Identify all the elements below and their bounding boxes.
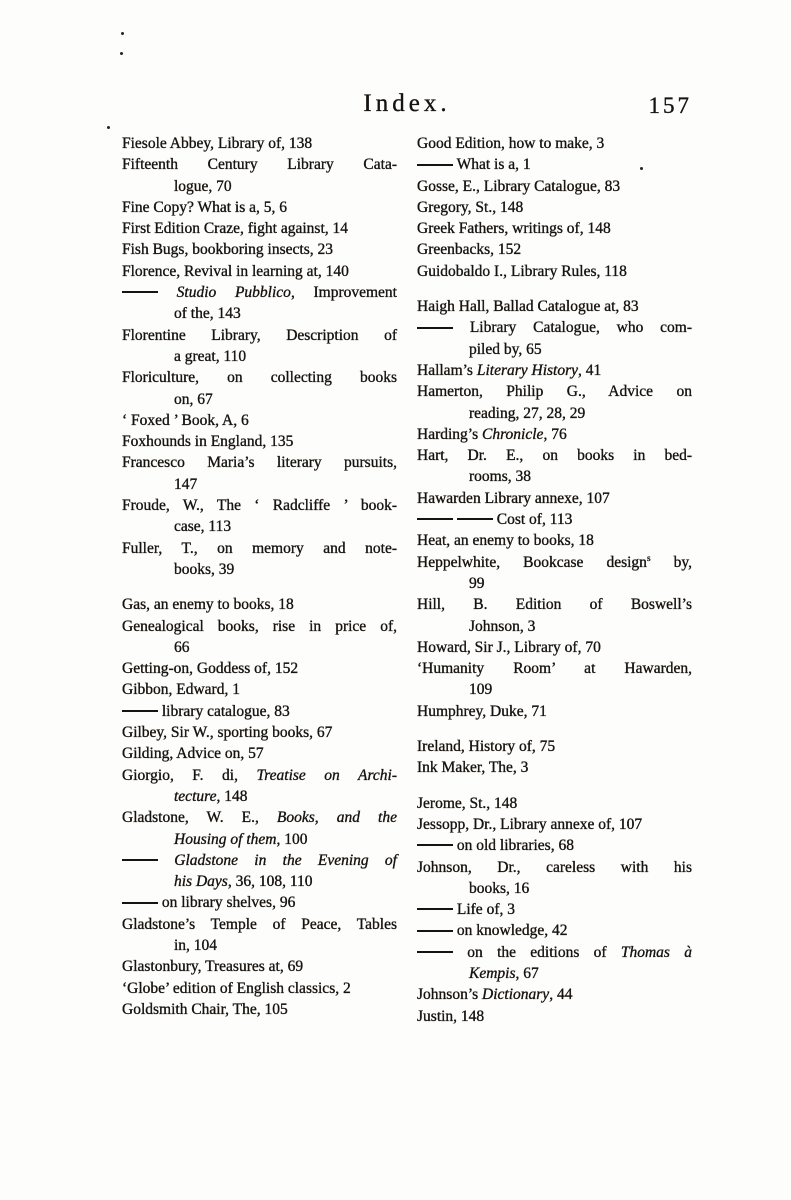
- index-line: [122, 956, 397, 977]
- index-line: [122, 914, 397, 935]
- index-entry: [122, 743, 397, 764]
- index-line: [417, 736, 692, 757]
- entry-text: case, 113: [174, 518, 232, 536]
- index-line: [122, 431, 397, 452]
- index-entry: [417, 736, 692, 757]
- entry-text: 66: [174, 638, 190, 656]
- index-line: [417, 899, 692, 920]
- index-line: [417, 942, 692, 963]
- entry-text: Florentine Library, Description of: [122, 326, 397, 344]
- entry-text: Hill, B. Edition of Boswell’s: [417, 596, 692, 614]
- ditto-dash: [457, 518, 493, 520]
- index-line: [417, 573, 692, 594]
- index-line: [122, 303, 397, 324]
- index-columns: [122, 133, 692, 1027]
- entry-text: Fifteenth Century Library Cata-: [122, 156, 397, 174]
- entry-text: Gladstone, W. E.,: [122, 809, 277, 827]
- entry-text: , 148: [216, 787, 248, 805]
- index-line: [122, 389, 397, 410]
- index-line: [122, 197, 397, 218]
- entry-text: Gladstone’s Temple of Peace, Tables: [122, 915, 397, 933]
- index-line: [417, 218, 692, 239]
- entry-text: Ireland, History of, 75: [417, 738, 556, 756]
- index-line: [122, 594, 397, 615]
- index-line: [122, 658, 397, 679]
- index-line: [417, 793, 692, 814]
- index-entry: [122, 261, 397, 282]
- entry-text: , 100: [276, 830, 308, 848]
- index-line: [122, 765, 397, 786]
- index-line: [417, 984, 692, 1005]
- index-entry: [122, 133, 397, 154]
- entry-text: on library shelves, 96: [158, 894, 296, 912]
- entry-text: , 67: [515, 964, 539, 982]
- entry-text: s: [646, 553, 651, 564]
- entry-text: 109: [469, 681, 493, 699]
- index-line: [417, 701, 692, 722]
- index-entry: [417, 920, 692, 941]
- index-line: [417, 637, 692, 658]
- index-line: [417, 466, 692, 487]
- index-column-right: [417, 133, 692, 1027]
- index-line: [122, 850, 397, 871]
- index-line: [417, 857, 692, 878]
- index-line: [122, 452, 397, 473]
- index-entry: [122, 410, 397, 431]
- entry-text: Hawarden Library annexe, 107: [417, 489, 610, 507]
- index-line: [122, 495, 397, 516]
- index-entry: [417, 637, 692, 658]
- index-entry: [122, 197, 397, 218]
- index-group: [417, 296, 692, 722]
- entry-text: Francesco Maria’s literary pursuits,: [122, 454, 397, 472]
- index-line: [122, 367, 397, 388]
- index-line: [122, 999, 397, 1020]
- entry-text: Foxhounds in England, 135: [122, 433, 294, 451]
- entry-text: tecture: [174, 787, 217, 805]
- entry-text: ‘ Foxed ’ Book, A, 6: [122, 411, 249, 429]
- entry-text: Fuller, T., on memory and note-: [122, 539, 397, 557]
- index-entry: [417, 296, 692, 317]
- index-line: [417, 154, 692, 175]
- index-entry: [122, 701, 397, 722]
- index-line: [417, 403, 692, 424]
- index-line: [417, 1006, 692, 1027]
- index-line: [122, 978, 397, 999]
- index-entry: [122, 154, 397, 197]
- index-entry: [122, 282, 397, 325]
- ditto-dash: [417, 930, 453, 932]
- index-entry: [122, 218, 397, 239]
- index-entry: [417, 899, 692, 920]
- entry-text: Humphrey, Duke, 71: [417, 702, 547, 720]
- entry-text: on the editions of: [453, 943, 621, 961]
- index-entry: [122, 722, 397, 743]
- index-entry: [122, 431, 397, 452]
- scan-speck: [107, 126, 110, 129]
- index-entry: [122, 765, 397, 808]
- index-line: [417, 317, 692, 338]
- index-entry: [417, 445, 692, 488]
- index-entry: [122, 495, 397, 538]
- index-entry: [417, 594, 692, 637]
- index-entry: [122, 616, 397, 659]
- index-entry: [417, 984, 692, 1005]
- entry-text: , 76: [543, 425, 567, 443]
- entry-text: Hart, Dr. E., on books in bed-: [417, 447, 692, 465]
- index-line: [417, 594, 692, 615]
- index-entry: [122, 239, 397, 260]
- entry-text: Guidobaldo I., Library Rules, 118: [417, 262, 627, 280]
- index-line: [122, 176, 397, 197]
- index-entry: [122, 367, 397, 410]
- entry-text: 147: [174, 475, 198, 493]
- page-title: Index.: [363, 90, 451, 117]
- index-entry: [122, 538, 397, 581]
- index-entry: [122, 658, 397, 679]
- index-line: [122, 325, 397, 346]
- ditto-dash: [417, 164, 453, 166]
- index-line: [417, 445, 692, 466]
- index-entry: [417, 381, 692, 424]
- entry-text: Getting-on, Goddess of, 152: [122, 660, 299, 678]
- ditto-dash: [122, 710, 158, 712]
- ditto-dash: [417, 844, 453, 846]
- entry-text: Fish Bugs, bookboring insects, 23: [122, 241, 333, 259]
- index-line: [417, 261, 692, 282]
- index-line: [417, 616, 692, 637]
- entry-text: Dictionary: [482, 986, 550, 1004]
- entry-text: Glastonbury, Treasures at, 69: [122, 958, 304, 976]
- page-header: [122, 90, 692, 124]
- entry-text: Housing of them: [174, 830, 277, 848]
- index-entry: [417, 757, 692, 778]
- entry-text: library catalogue, 83: [158, 702, 290, 720]
- index-entry: [417, 133, 692, 154]
- ditto-dash: [122, 291, 158, 293]
- entry-text: Studio Pubblico: [158, 284, 291, 302]
- index-entry: [122, 325, 397, 368]
- index-line: [122, 154, 397, 175]
- entry-text: rooms, 38: [469, 468, 531, 486]
- index-line: [417, 239, 692, 260]
- entry-text: Library Catalogue, who com-: [453, 319, 692, 337]
- ditto-dash: [122, 902, 158, 904]
- index-entry: [122, 850, 397, 893]
- index-line: [122, 538, 397, 559]
- index-line: [122, 616, 397, 637]
- index-entry: [122, 679, 397, 700]
- index-line: [122, 559, 397, 580]
- entry-text: Froude, W., The ‘ Radcliffe ’ book-: [122, 497, 397, 515]
- entry-text: Giorgio, F. di,: [122, 766, 257, 784]
- entry-text: books, 39: [174, 560, 235, 578]
- index-line: [417, 424, 692, 445]
- index-entry: [417, 701, 692, 722]
- index-entry: [417, 488, 692, 509]
- entry-text: Cost of, 113: [492, 511, 573, 529]
- index-line: [122, 261, 397, 282]
- index-line: [417, 488, 692, 509]
- index-entry: [417, 360, 692, 381]
- entry-text: on, 67: [174, 390, 213, 408]
- entry-text: Floriculture, on collecting books: [122, 369, 397, 387]
- entry-text: Gregory, St., 148: [417, 198, 524, 216]
- index-entry: [122, 914, 397, 957]
- entry-text: Gilding, Advice on, 57: [122, 745, 264, 763]
- ditto-dash: [122, 859, 158, 861]
- entry-text: Greek Fathers, writings of, 148: [417, 220, 611, 238]
- index-line: [122, 743, 397, 764]
- entry-text: Ink Maker, The, 3: [417, 759, 529, 777]
- index-line: [417, 509, 692, 530]
- entry-text: , 41: [578, 361, 602, 379]
- entry-text: Gibbon, Edward, 1: [122, 681, 240, 699]
- entry-text: Gilbey, Sir W., sporting books, 67: [122, 724, 333, 742]
- index-line: [417, 133, 692, 154]
- index-line: [122, 637, 397, 658]
- index-line: [417, 835, 692, 856]
- index-group: [122, 594, 397, 1020]
- entry-text: of the, 143: [174, 305, 241, 323]
- index-line: [417, 381, 692, 402]
- index-line: [122, 701, 397, 722]
- entry-text: Howard, Sir J., Library of, 70: [417, 638, 601, 656]
- entry-text: Gas, an enemy to books, 18: [122, 596, 294, 614]
- entry-text: Florence, Revival in learning at, 140: [122, 262, 349, 280]
- ditto-dash: [417, 327, 453, 329]
- index-entry: [122, 956, 397, 977]
- index-entry: [417, 317, 692, 360]
- index-line: [122, 935, 397, 956]
- index-entry: [122, 978, 397, 999]
- entry-text: ‘Humanity Room’ at Hawarden,: [417, 660, 692, 678]
- index-line: [417, 360, 692, 381]
- index-entry: [417, 942, 692, 985]
- index-group: [417, 133, 692, 282]
- entry-text: Justin, 148: [417, 1007, 485, 1025]
- index-line: [122, 474, 397, 495]
- index-line: [122, 829, 397, 850]
- entry-text: his Days: [174, 873, 228, 891]
- index-group: [417, 793, 692, 1027]
- entry-text: What is a, 1: [453, 156, 531, 174]
- ditto-dash: [417, 518, 453, 520]
- entry-text: , Improvement: [290, 284, 397, 302]
- index-line: [122, 282, 397, 303]
- index-line: [122, 516, 397, 537]
- entry-text: Johnson, Dr., careless with his: [417, 858, 692, 876]
- entry-text: Jerome, St., 148: [417, 794, 518, 812]
- entry-text: logue, 70: [174, 177, 232, 195]
- scan-speck: [121, 32, 124, 35]
- index-entry: [417, 658, 692, 701]
- entry-text: on old libraries, 68: [453, 837, 574, 855]
- entry-text: Heat, an enemy to books, 18: [417, 532, 594, 550]
- index-entry: [417, 793, 692, 814]
- index-entry: [417, 857, 692, 900]
- index-entry: [122, 452, 397, 495]
- scan-speck: [120, 52, 123, 55]
- ditto-dash: [417, 951, 453, 953]
- index-entry: [417, 530, 692, 551]
- index-line: [417, 963, 692, 984]
- index-entry: [417, 239, 692, 260]
- entry-text: Life of, 3: [453, 901, 515, 919]
- entry-text: Thomas à: [620, 943, 692, 961]
- index-line: [122, 786, 397, 807]
- entry-text: Good Edition, how to make, 3: [417, 135, 605, 152]
- entry-text: Johnson, 3: [469, 617, 536, 635]
- index-line: [417, 814, 692, 835]
- entry-text: Chronicle: [482, 425, 544, 443]
- index-line: [122, 218, 397, 239]
- entry-text: Hallam’s: [417, 361, 477, 379]
- entry-text: Hamerton, Philip G., Advice on: [417, 383, 692, 401]
- entry-text: Books, and the: [276, 809, 397, 827]
- index-line: [122, 133, 397, 154]
- index-line: [417, 679, 692, 700]
- entry-text: Kempis: [469, 964, 516, 982]
- index-line: [417, 878, 692, 899]
- index-line: [122, 892, 397, 913]
- entry-text: , 44: [549, 986, 573, 1004]
- entry-text: Jessopp, Dr., Library annexe of, 107: [417, 815, 643, 833]
- entry-text: Haigh Hall, Ballad Catalogue at, 83: [417, 298, 639, 316]
- index-line: [122, 807, 397, 828]
- index-entry: [122, 807, 397, 850]
- index-line: [122, 239, 397, 260]
- entry-text: Goldsmith Chair, The, 105: [122, 1000, 288, 1018]
- entry-text: reading, 27, 28, 29: [469, 404, 586, 422]
- index-line: [122, 722, 397, 743]
- page-number: 157: [648, 93, 692, 118]
- entry-text: Gladstone in the Evening of: [158, 851, 397, 869]
- entry-text: in, 104: [174, 936, 218, 954]
- entry-text: Literary History: [476, 361, 579, 379]
- entry-text: Heppelwhite, Bookcase design: [417, 553, 647, 571]
- entry-text: books, 16: [469, 879, 530, 897]
- index-line: [122, 346, 397, 367]
- index-line: [417, 757, 692, 778]
- entry-text: on knowledge, 42: [453, 922, 568, 940]
- entry-text: by,: [650, 553, 692, 571]
- index-line: [122, 410, 397, 431]
- index-entry: [122, 892, 397, 913]
- index-line: [417, 339, 692, 360]
- entry-text: piled by, 65: [469, 340, 542, 358]
- index-line: [122, 871, 397, 892]
- entry-text: Fine Copy? What is a, 5, 6: [122, 198, 288, 216]
- ditto-dash: [417, 908, 453, 910]
- index-entry: [417, 835, 692, 856]
- index-line: [417, 552, 692, 573]
- index-line: [417, 197, 692, 218]
- entry-text: Treatise on Archi-: [256, 766, 398, 784]
- index-line: [417, 658, 692, 679]
- entry-text: , 36, 108, 110: [227, 873, 313, 891]
- entry-text: ‘Globe’ edition of English classics, 2: [122, 979, 351, 997]
- index-entry: [417, 197, 692, 218]
- entry-text: Fiesole Abbey, Library of, 138: [122, 135, 313, 152]
- entry-text: First Edition Craze, fight against, 14: [122, 220, 349, 238]
- entry-text: a great, 110: [174, 347, 247, 365]
- entry-text: 99: [469, 574, 485, 592]
- entry-text: Gosse, E., Library Catalogue, 83: [417, 177, 621, 195]
- index-entry: [122, 999, 397, 1020]
- index-line: [122, 679, 397, 700]
- index-group: [417, 736, 692, 779]
- index-entry: [417, 814, 692, 835]
- index-entry: [417, 552, 692, 595]
- index-column-left: [122, 133, 397, 1020]
- index-entry: [417, 218, 692, 239]
- index-entry: [417, 424, 692, 445]
- index-entry: [417, 176, 692, 197]
- index-line: [417, 920, 692, 941]
- entry-text: Greenbacks, 152: [417, 241, 522, 259]
- index-entry: [417, 509, 692, 530]
- index-line: [417, 296, 692, 317]
- index-entry: [417, 154, 692, 175]
- index-group: [122, 133, 397, 580]
- index-line: [417, 176, 692, 197]
- entry-text: Harding’s: [417, 425, 483, 443]
- index-entry: [417, 261, 692, 282]
- index-line: [417, 530, 692, 551]
- index-entry: [122, 594, 397, 615]
- entry-text: Genealogical books, rise in price of,: [122, 617, 397, 635]
- index-entry: [417, 1006, 692, 1027]
- entry-text: Johnson’s: [417, 986, 483, 1004]
